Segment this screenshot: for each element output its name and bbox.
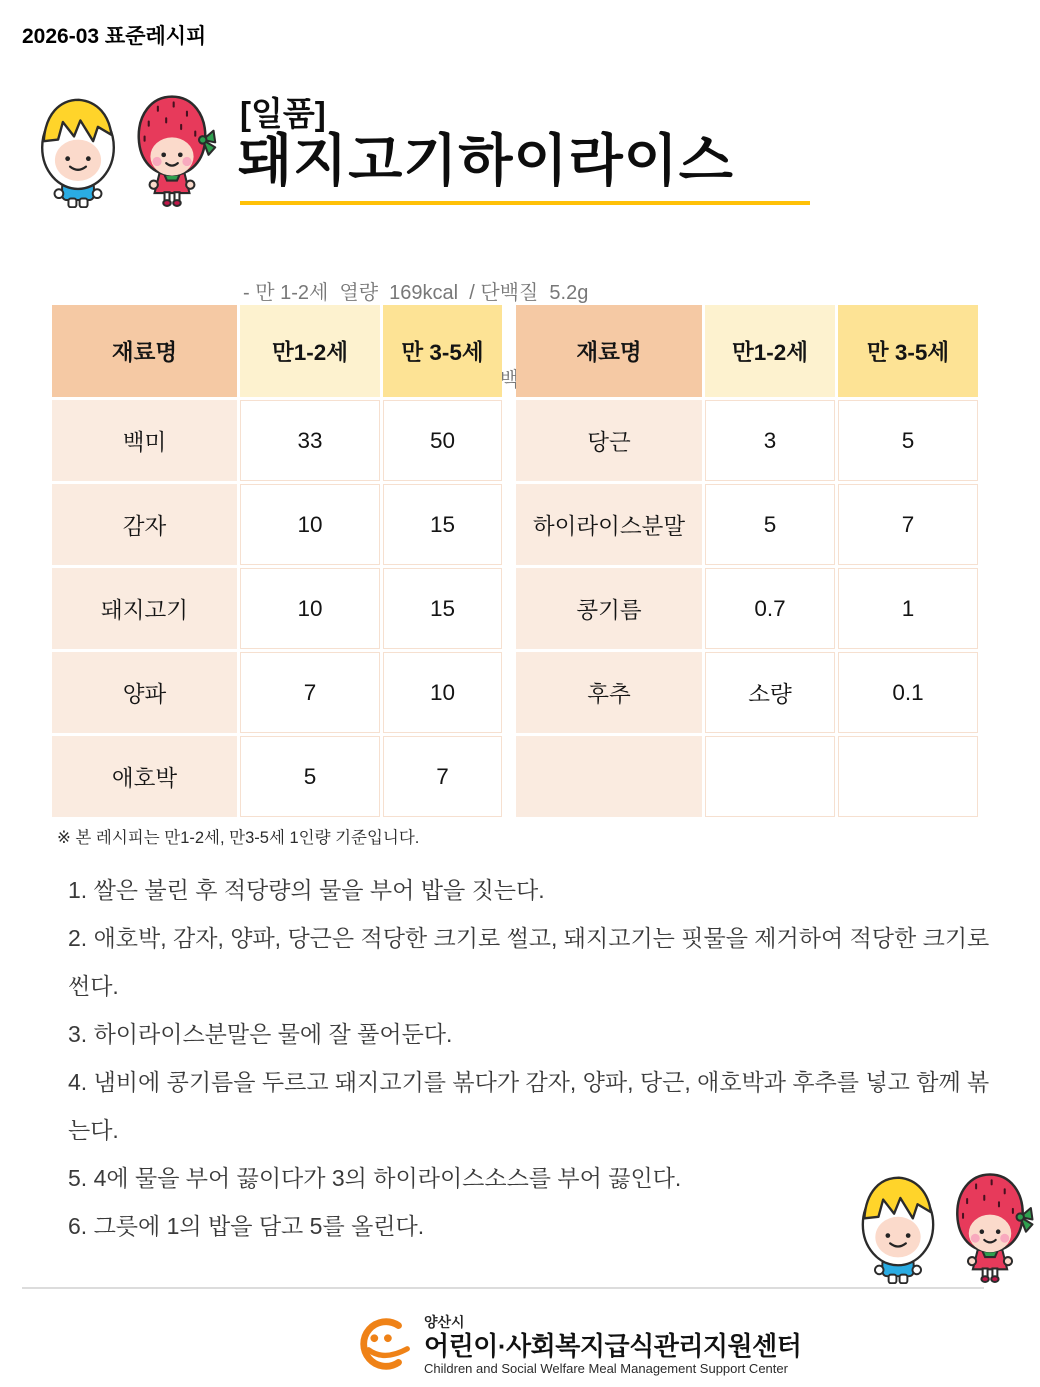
amount-age-3-5: 50 [383,400,502,481]
amount-age-3-5: 15 [383,568,502,649]
ingredient-name: 애호박 [52,736,237,817]
strawberry-mascot-icon [126,90,218,208]
amount-age-3-5: 15 [383,484,502,565]
table-row [516,736,978,817]
amount-age-1-2 [705,736,835,817]
footer-logo [353,1312,801,1376]
instruction-step-4: 4. 냄비에 콩기름을 두르고 돼지고기를 볶다가 감자, 양파, 당근, 애호박과 후추를 넣고 함께 볶는다. [68,1069,990,1143]
mascots-top [34,90,218,208]
ingredient-name: 하이라이스분말 [516,484,702,565]
amount-age-1-2: 5 [705,484,835,565]
ingredient-name: 당근 [516,400,702,481]
ingredients-table-left [49,302,505,820]
instruction-step-3: 3. 하이라이스분말은 물에 잘 풀어둔다. [68,1021,453,1047]
footer-city: 양산시 [424,1314,465,1330]
amount-age-1-2: 5 [240,736,380,817]
instruction-step-5: 5. 4에 물을 부어 끓이다가 3의 하이라이스소스를 부어 끓인다. [68,1165,682,1191]
ingredients-section [49,302,981,820]
col-header-age-1-2: 만1-2세 [705,305,835,397]
ingredient-name [516,736,702,817]
table-row [52,400,502,481]
amount-age-1-2: 0.7 [705,568,835,649]
recipe-title: 돼지고기하이라이스 [238,129,734,192]
ingredient-name: 콩기름 [516,568,702,649]
table-row [516,652,978,733]
table-row [52,484,502,565]
table-row [516,568,978,649]
amount-age-1-2: 33 [240,400,380,481]
amount-age-1-2: 10 [240,568,380,649]
amount-age-3-5: 7 [838,484,978,565]
col-header-ingredient: 재료명 [516,305,702,397]
ingredient-name: 양파 [52,652,237,733]
footer-divider [22,1287,984,1289]
ingredients-table-right [513,302,981,820]
col-header-age-1-2: 만1-2세 [240,305,380,397]
footer-org-name-en: Children and Social Welfare Meal Management Support Center [424,1361,788,1376]
col-header-ingredient: 재료명 [52,305,237,397]
table-header-row [516,305,978,397]
amount-age-1-2: 10 [240,484,380,565]
table-header-row [52,305,502,397]
serving-note: ※ 본 레시피는 만1-2세, 만3-5세 1인량 기준입니다. [57,829,420,847]
mascots-bottom [855,1168,1035,1284]
footer-org-name: 어린이·사회복지급식관리지원센터 [424,1331,802,1361]
strawberry-mascot-icon [945,1168,1035,1284]
ingredient-name: 후추 [516,652,702,733]
recipe-category: [일품] [240,95,326,132]
nutrition-line-3-5: 단백질 [480,369,539,391]
amount-age-3-5: 0.1 [838,652,978,733]
table-row [516,484,978,565]
footer-text [424,1312,801,1376]
col-header-age-3-5: 만 3-5세 [838,305,978,397]
amount-age-3-5: 5 [838,400,978,481]
center-logo-icon [353,1313,415,1375]
egg-mascot-icon [855,1173,941,1284]
title-underline [240,201,810,205]
instruction-step-1: 1. 쌀은 불린 후 적당량의 물을 부어 밥을 짓는다. [68,877,545,903]
amount-age-3-5 [838,736,978,817]
amount-age-3-5: 10 [383,652,502,733]
doc-code: 2026-03 표준레시피 [22,25,207,48]
table-row [516,400,978,481]
amount-age-1-2: 7 [240,652,380,733]
amount-age-1-2: 소량 [705,652,835,733]
amount-age-3-5: 7 [383,736,502,817]
nutrition-line-1-2: - 만 1-2세 열량 169kcal / 단백질 5.2g [243,282,589,304]
instruction-step-6: 6. 그릇에 1의 밥을 담고 5를 올린다. [68,1213,425,1239]
ingredient-name: 감자 [52,484,237,565]
egg-mascot-icon [34,95,122,208]
table-row [52,736,502,817]
col-header-age-3-5: 만 3-5세 [383,305,502,397]
amount-age-3-5: 1 [838,568,978,649]
table-row [52,652,502,733]
table-row [52,568,502,649]
ingredient-name: 백미 [52,400,237,481]
ingredient-name: 돼지고기 [52,568,237,649]
instruction-step-2: 2. 애호박, 감자, 양파, 당근은 적당한 크기로 썰고, 돼지고기는 핏물을 제거하여 적당한 크기로 썬다. [68,925,990,999]
amount-age-1-2: 3 [705,400,835,481]
